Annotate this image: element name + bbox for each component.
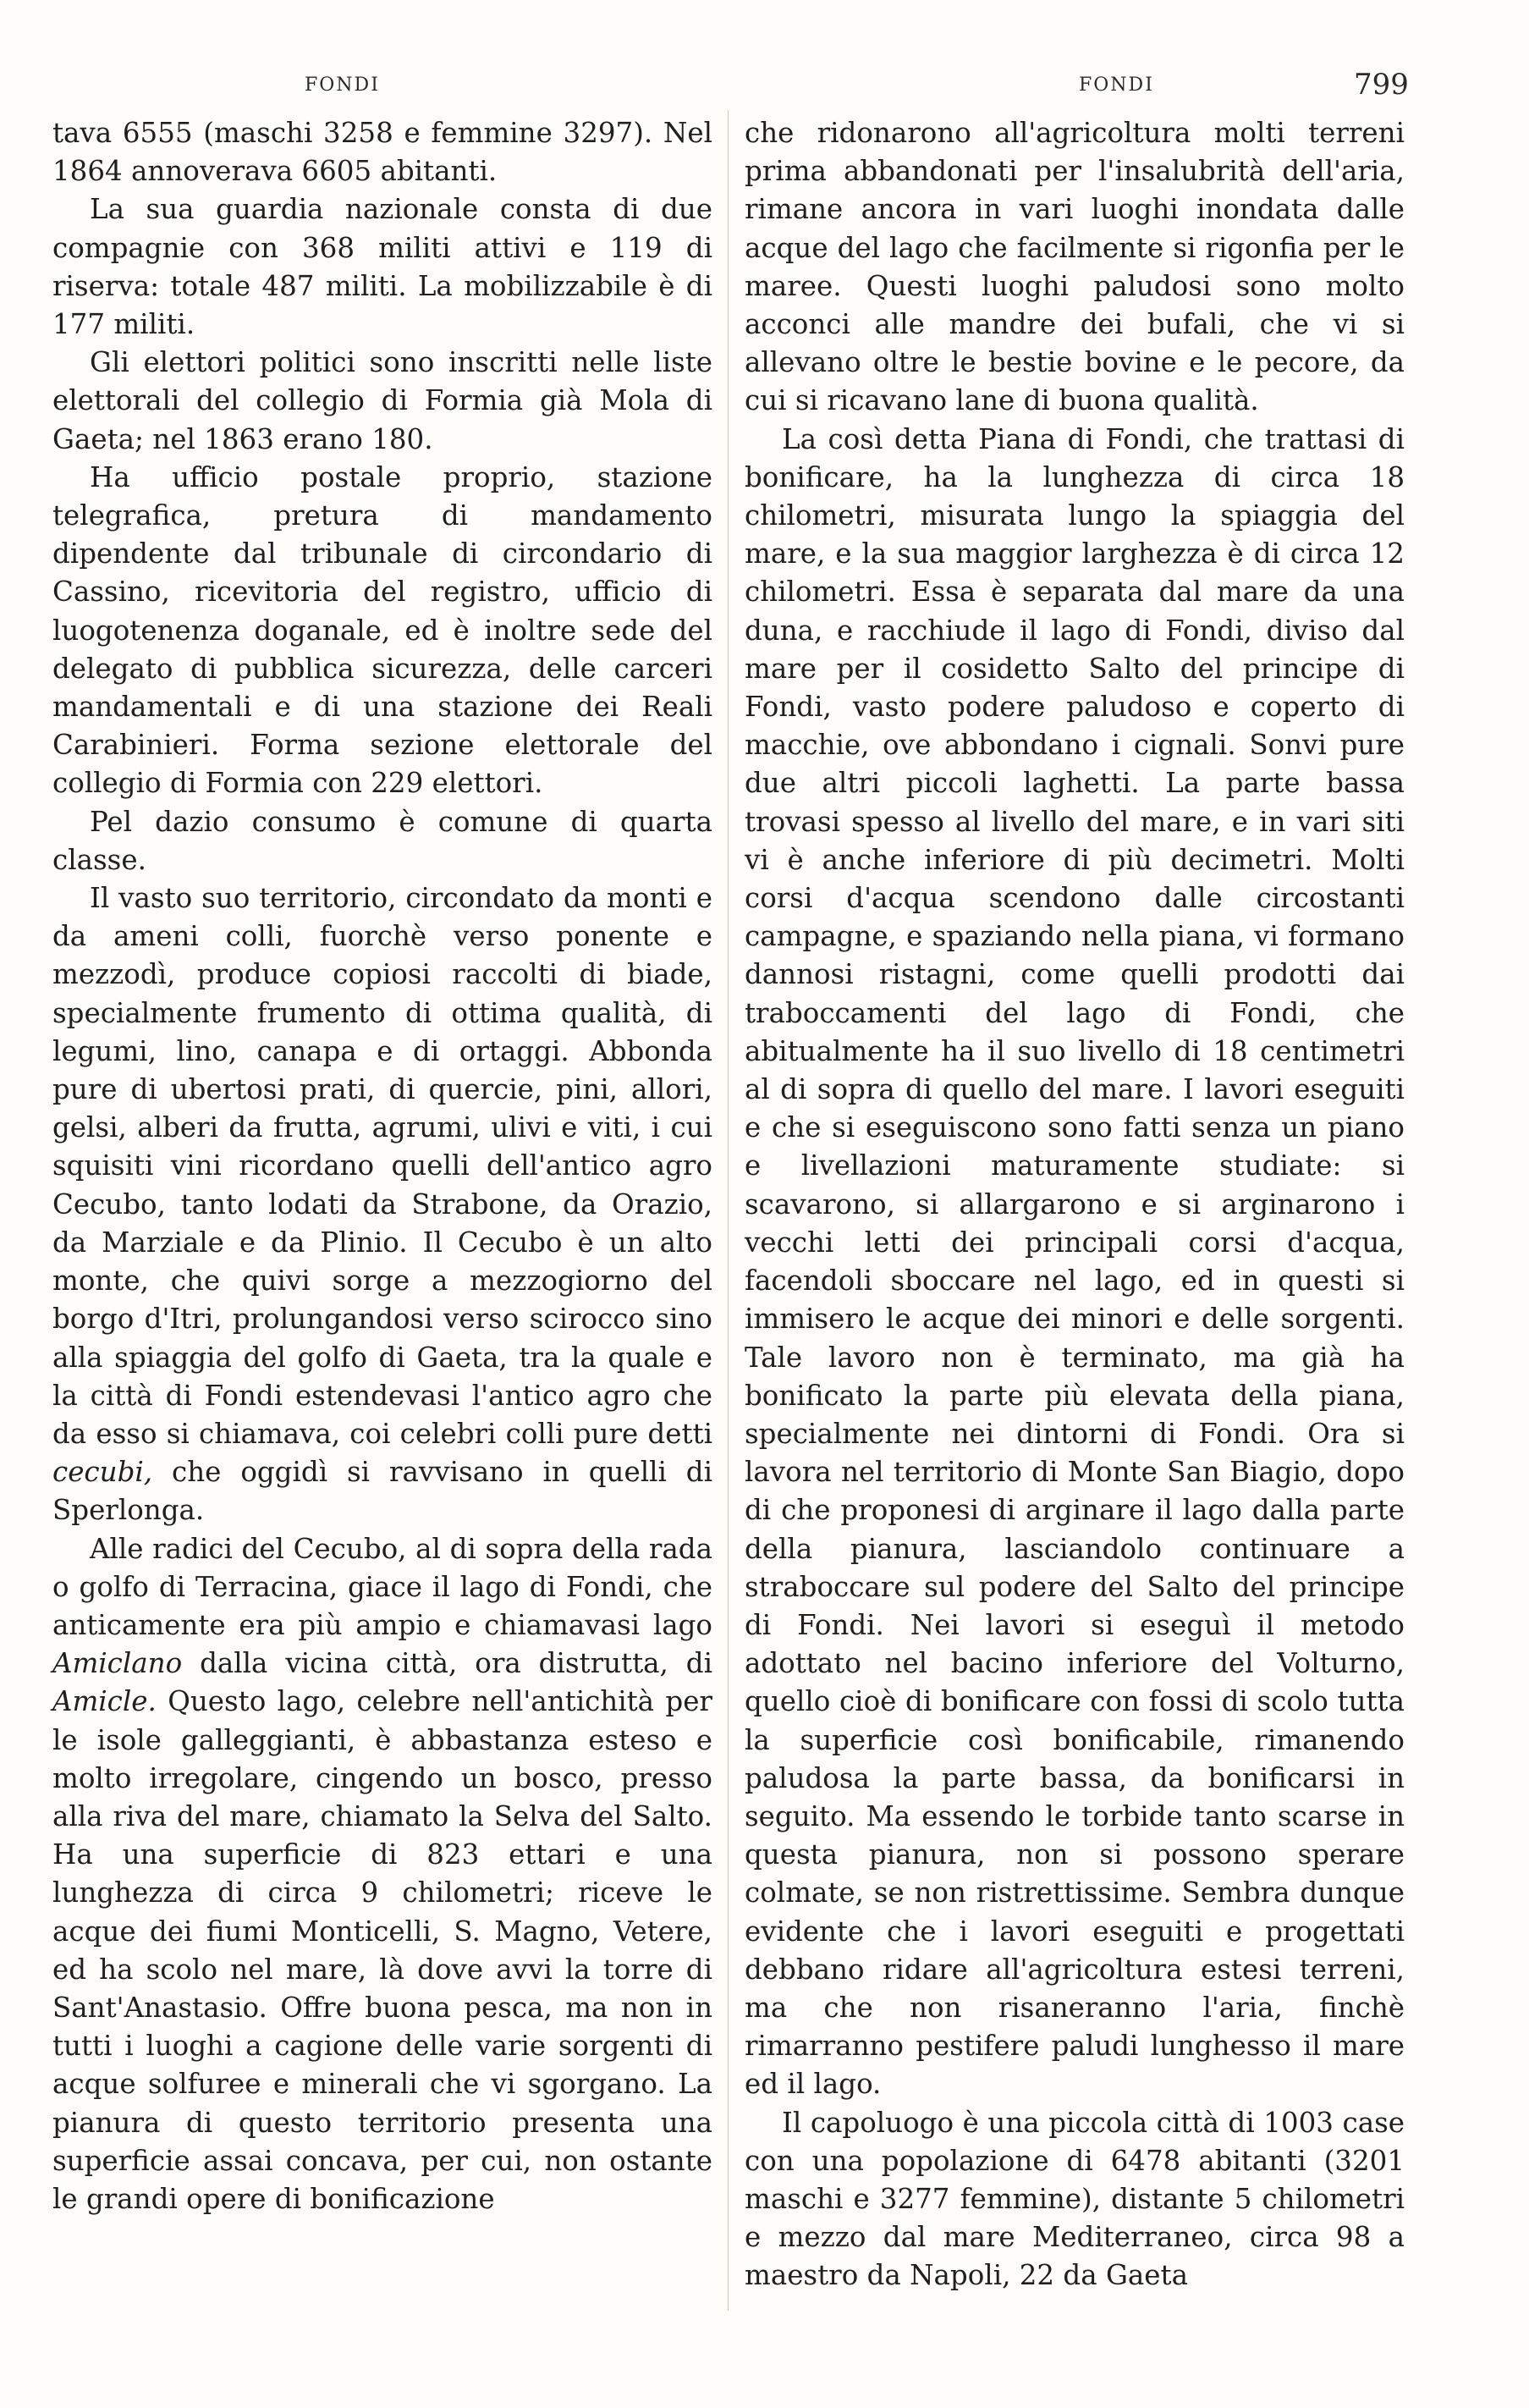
left-column (52, 114, 712, 2218)
paragraph-electors: Gli elettori politici sono inscritti nelle liste elettorali del collegio di Formia già Mola di Gaeta; nel 1863 erano 180. (52, 346, 712, 455)
running-header-right: FONDI (1079, 74, 1154, 96)
paragraph-capital-town: Il capoluogo è una piccola città di 1003 case con una popolazione di 6478 abitanti (3201 maschi e 3277 femmine), distante 5 chilometri e mezzo dal mare Mediterraneo, circa 98 a maestro da Napoli, 22 da Gaeta (745, 2106, 1405, 2292)
paragraph-piana-di-fondi: La così detta Piana di Fondi, che trattasi di bonificare, ha la lunghezza di circa 18 chilometri, misurata lungo la spiaggia del mare, e la sua maggior larghezza è di circa 12 chilometri. Essa è separata dal mare da una duna, e racchiude il lago di Fondi, diviso dal mare per il cosidetto Salto del principe di Fondi, vasto podere paludoso e coperto di macchie, ove abbondano i cignali. Sonvi pure due altri piccoli laghetti. La parte bassa trovasi spesso al livello del mare, e in vari siti vi è anche inferiore di più decimetri. Molti corsi d'acqua scendono dalle circostanti campagne, e spaziando nella piana, vi formano dannosi ristagni, come quelli prodotti dai traboccamenti del lago di Fondi, che abitualmente ha il suo livello di 18 centimetri al di sopra di quello del mare. I lavori eseguiti e che si eseguiscono sono fatti senza un piano e livellazioni maturamente studiate: si scavarono, si allargarono e si arginarono i vecchi letti dei principali corsi d'acqua, facendoli sboccare nel lago, ed in questi si immisero le acque dei minori e delle sorgenti. Tale lavoro non è terminato, ma già ha bonificato la parte più elevata della piana, specialmente nei dintorni di Fondi. Ora si lavora nel territorio di Monte San Biagio, dopo di che proponesi di arginare il lago dalla parte della pianura, lasciandolo continuare a straboccare sul podere del Salto del principe di Fondi. Nei lavori si eseguì il metodo adottato nel bacino inferiore del Volturno, quello cioè di bonificare con fossi di scolo tutta la superficie così bonificabile, rimanendo paludosa la parte bassa, da bonificarsi in seguito. Ma essendo le torbide tanto scarse in questa pianura, non si possono sperare colmate, se non ristrettissime. Sembra dunque evidente che i lavori eseguiti e progettati debbano ridare all'agricoltura estesi terreni, ma che non risaneranno l'aria, finchè rimarranno pestifere paludi lunghesso il mare ed il lago. (745, 422, 1405, 2101)
paragraph-lake-italic-amiclano: Amiclano (52, 1647, 183, 1680)
paragraph-territory-text-b: che oggidì si ravvisano in quelli di Sperlonga. (52, 1456, 712, 1527)
column-divider (728, 110, 729, 2311)
paragraph-lake (52, 1530, 712, 2219)
page-number: 799 (1354, 68, 1409, 102)
paragraph-population: tava 6555 (maschi 3258 e femmine 3297). Nel 1864 annoverava 6605 abitanti. (52, 117, 712, 188)
paragraph-offices: Ha ufficio postale proprio, stazione telegrafica, pretura di mandamento dipendente dal tribunale di circondario di Cassino, ricevitoria del registro, ufficio di luogotenenza doganale, ed è inoltre sede del delegato di pubblica sicurezza, delle carceri mandamentali e di una stazione dei Reali Carabinieri. Forma sezione elettorale del collegio di Formia con 229 elettori. (52, 460, 712, 800)
paragraph-lake-text-c: Questo lago, celebre nell'antichità per le isole galleggianti, è abbastanza esteso e molto irregolare, cingendo un bosco, presso alla riva del mare, chiamato la Selva del Salto. Ha una superficie di 823 ettari e una lunghezza di circa 9 chilometri; riceve le acque dei fiumi Monticelli, S. Magno, Vetere, ed ha scolo nel mare, là dove avvi la torre di Sant'Anastasio. Offre buona pesca, ma non in tutti i luoghi a cagione delle varie sorgenti di acque solfuree e minerali che vi sgorgano. La pianura di questo territorio presenta una superficie assai concava, per cui, non ostante le grandi opere di bonificazione (52, 1685, 712, 2215)
paragraph-national-guard: La sua guardia nazionale consta di due compagnie con 368 militi attivi e 119 di riserva: totale 487 militi. La mobilizzabile è di 177 militi. (52, 193, 712, 341)
paragraph-territory (52, 879, 712, 1529)
paragraph-lake-text-b: dalla vicina città, ora distrutta, di (200, 1647, 712, 1680)
paragraph-tax-class: Pel dazio consumo è comune di quarta classe. (52, 805, 712, 876)
paragraph-lake-text-a: Alle radici del Cecubo, al di sopra della rada o golfo di Terracina, giace il lago di Fondi, che anticamente era più ampio e chiamavasi lago (52, 1532, 712, 1641)
paragraph-territory-italic: cecubi, (52, 1456, 153, 1489)
paragraph-territory-text-a: Il vasto suo territorio, circondato da monti e da ameni colli, fuorchè verso ponente e mezzodì, produce copiosi raccolti di biade, specialmente frumento di ottima qualità, di legumi, lino, canapa e di ortaggi. Abbonda pure di ubertosi prati, di quercie, pini, allori, gelsi, alberi da frutta, agrumi, ulivi e viti, i cui squisiti vini ricordano quelli dell'antico agro Cecubo, tanto lodati da Strabone, da Orazio, da Marziale e da Plinio. Il Cecubo è un alto monte, che quivi sorge a mezzogiorno del borgo d'Itri, prolungandosi verso scirocco sino alla spiaggia del golfo di Gaeta, tra la quale e la città di Fondi estendevasi l'antico agro che da esso si chiamava, coi celebri colli pure detti (52, 882, 712, 1450)
right-column (745, 114, 1405, 2295)
running-header-left: FONDI (305, 74, 380, 96)
paragraph-reclamation: che ridonarono all'agricoltura molti terreni prima abbandonati per l'insalubrità dell'aria, rimane ancora in vari luoghi inondata dalle acque del lago che facilmente si rigonfia per le maree. Questi luoghi paludosi sono molto acconci alle mandre dei bufali, che vi si allevano oltre le bestie bovine e le pecore, da cui si ricavano lane di buona qualità. (745, 117, 1405, 417)
paragraph-lake-italic-amicle: Amicle. (52, 1685, 157, 1718)
